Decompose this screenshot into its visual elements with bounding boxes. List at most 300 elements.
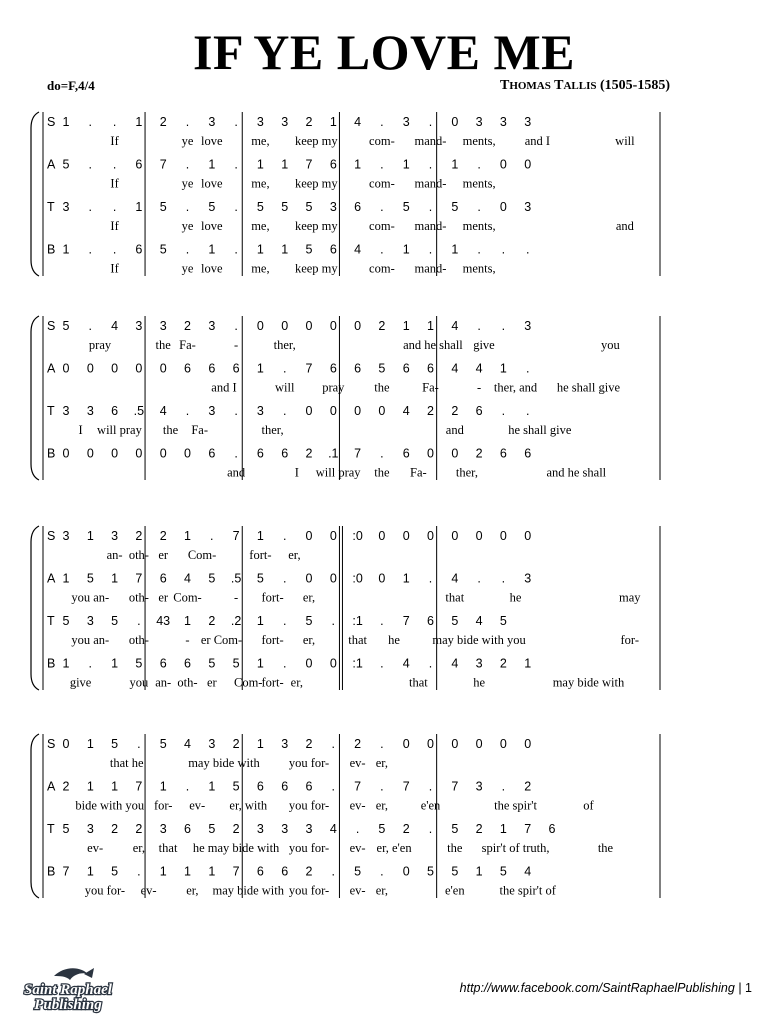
note: 7 <box>232 529 240 543</box>
note: 6 <box>184 361 191 376</box>
note: 0 <box>184 446 191 461</box>
note: 0 <box>451 529 459 543</box>
note: . <box>282 614 287 628</box>
note: 3 <box>524 115 532 129</box>
page-number: 1 <box>745 981 752 995</box>
lyric: and <box>445 423 464 437</box>
note: . <box>525 361 530 376</box>
lyric: ev- <box>349 756 366 770</box>
note: . <box>380 115 384 129</box>
note: . <box>477 157 481 172</box>
lyric: If <box>110 261 119 276</box>
lyric: you an- <box>71 590 110 605</box>
note: 2 <box>402 822 410 836</box>
lyric: er, <box>132 841 146 855</box>
note: 2 <box>524 779 532 794</box>
note: 1 <box>208 779 216 794</box>
note: 2 <box>62 779 70 794</box>
note: 3 <box>475 779 483 794</box>
lyric: oth- <box>128 548 149 562</box>
lyric: me, <box>251 134 270 148</box>
voice-label: S <box>47 737 56 751</box>
voice-label: T <box>47 822 55 836</box>
note: 0 <box>329 404 337 418</box>
lyric: the spir't of <box>499 883 556 898</box>
note: 0 <box>329 656 337 671</box>
lyric: If <box>110 176 119 191</box>
note: 1 <box>62 115 70 129</box>
note: . <box>428 115 433 129</box>
note: . <box>234 115 238 129</box>
note: . <box>477 242 481 257</box>
note: . <box>331 614 336 628</box>
note: . <box>428 200 433 214</box>
note: . <box>477 200 481 214</box>
lyric: love <box>201 176 223 191</box>
note: 3 <box>62 404 70 418</box>
lyric: er <box>158 548 169 562</box>
note: 4 <box>184 571 191 586</box>
note: 3 <box>256 404 264 418</box>
lyric: Com- <box>234 675 263 690</box>
note: . <box>282 361 287 376</box>
note: 2 <box>111 822 119 836</box>
note: 3 <box>256 115 264 129</box>
note: 2 <box>499 656 507 671</box>
lyric: may bide with <box>212 883 285 898</box>
note: . <box>355 822 360 836</box>
note: 4 <box>451 656 459 671</box>
note: . <box>380 779 384 794</box>
note: 0 <box>402 529 410 543</box>
note: 0 <box>305 404 313 418</box>
lyric: pray <box>322 380 345 395</box>
lyric: er, <box>288 548 301 562</box>
note: 4 <box>402 656 410 671</box>
lyric: ye <box>181 261 194 276</box>
note: 5 <box>159 737 167 751</box>
note: 2 <box>305 115 313 129</box>
lyric: Fa- <box>410 465 427 480</box>
lyric: ev- <box>140 883 157 898</box>
note: 1 <box>256 614 264 628</box>
note: 5 <box>232 779 240 794</box>
lyric: fort- <box>249 548 272 562</box>
note: . <box>137 614 141 628</box>
lyric: mand- <box>414 261 447 276</box>
note: 6 <box>256 446 264 461</box>
note: 3 <box>159 319 167 333</box>
lyric: Fa- <box>422 380 439 395</box>
note: 6 <box>208 361 216 376</box>
voice-label: A <box>47 157 56 172</box>
note: 3 <box>305 822 313 836</box>
note: . <box>112 115 117 129</box>
note: 3 <box>208 404 216 418</box>
note: 0 <box>305 529 313 543</box>
lyric: you <box>600 338 620 352</box>
lyric: er, <box>375 756 389 770</box>
note: 5 <box>451 822 459 836</box>
note: 6 <box>305 779 313 794</box>
note: 2 <box>475 446 483 461</box>
note: 6 <box>159 571 167 586</box>
lyric: love <box>201 219 223 233</box>
note: 0 <box>305 571 313 586</box>
note: 3 <box>208 737 216 751</box>
note: 5 <box>208 656 216 671</box>
note: 4 <box>184 737 191 751</box>
note: . <box>137 737 141 751</box>
note: 3 <box>281 822 289 836</box>
lyric: er, <box>302 590 316 605</box>
lyric: - <box>185 633 190 647</box>
note: :1 <box>352 656 363 671</box>
lyric: com- <box>369 219 395 233</box>
note: 2 <box>475 822 483 836</box>
note: . <box>428 571 433 586</box>
lyric: for- <box>153 798 173 813</box>
note: . <box>428 157 433 172</box>
score-title: IF YE LOVE ME <box>193 24 575 80</box>
note: 1 <box>62 242 70 257</box>
note: . <box>185 779 190 794</box>
note: 0 <box>378 571 386 586</box>
voice-label: S <box>47 319 56 333</box>
note: 0 <box>329 319 337 333</box>
note: 0 <box>378 404 386 418</box>
note: . <box>88 656 93 671</box>
note: 5 <box>354 864 362 879</box>
note: 4 <box>402 404 410 418</box>
note: . <box>234 157 238 172</box>
note: 1 <box>208 242 216 257</box>
note: 5 <box>305 242 313 257</box>
footer <box>460 981 752 995</box>
note: 0 <box>159 361 167 376</box>
note: 1 <box>402 319 410 333</box>
note: 2 <box>135 529 143 543</box>
note: 6 <box>159 656 167 671</box>
note: 0 <box>329 529 337 543</box>
note: 2 <box>184 319 191 333</box>
note: 5 <box>281 200 289 214</box>
composer-first-initial: T <box>499 78 510 93</box>
note: 6 <box>548 822 556 836</box>
lyric: mand- <box>414 219 447 233</box>
lyric: that he <box>109 756 144 770</box>
note: :0 <box>352 571 363 586</box>
note: 6 <box>499 446 507 461</box>
note: 2 <box>451 404 459 418</box>
note: 1 <box>111 779 119 794</box>
note: 0 <box>499 737 507 751</box>
lyric: ev- <box>87 841 104 855</box>
note: 1 <box>208 864 216 879</box>
note: 7 <box>354 446 362 461</box>
voice-label: B <box>47 656 56 671</box>
voice-label: T <box>47 614 55 628</box>
lyric: love <box>201 261 223 276</box>
note: 5 <box>208 571 216 586</box>
note: . <box>331 779 336 794</box>
note: 2 <box>232 737 240 751</box>
lyric: you for- <box>288 756 330 770</box>
note: . <box>234 200 238 214</box>
note: 3 <box>208 115 216 129</box>
note: . <box>380 200 384 214</box>
note: 6 <box>184 656 191 671</box>
lyric: keep my <box>294 219 338 233</box>
note: 1 <box>329 115 337 129</box>
note: 3 <box>86 404 94 418</box>
note: 4 <box>354 242 362 257</box>
note: . <box>428 242 433 257</box>
lyric: er Com- <box>200 633 243 647</box>
lyric: you <box>129 675 149 690</box>
note: 6 <box>256 779 264 794</box>
note: . <box>112 157 117 172</box>
composer-dates: (1505-1585) <box>596 78 670 93</box>
lyric: spir't of truth, <box>481 841 550 855</box>
note: 6 <box>524 446 532 461</box>
lyric: and <box>227 465 246 480</box>
lyric: e'en <box>420 798 441 813</box>
lyric: ther, <box>455 465 478 480</box>
note: 0 <box>135 361 143 376</box>
lyric: you for- <box>288 841 330 855</box>
lyric: keep my <box>294 134 338 148</box>
footer-link[interactable]: http://www.facebook.com/SaintRaphaelPublishing <box>459 981 735 995</box>
note: 0 <box>281 319 289 333</box>
note: 1 <box>451 157 459 172</box>
note: 5 <box>499 864 507 879</box>
lyric: bide with you <box>75 798 145 813</box>
note: 43 <box>156 614 171 628</box>
lyric: ev- <box>349 883 366 898</box>
lyric: Com- <box>187 548 217 562</box>
note: 1 <box>111 571 119 586</box>
note: 0 <box>354 319 362 333</box>
lyric: the <box>155 338 171 352</box>
logo-line-1: Saint Raphael <box>24 982 112 998</box>
lyric: and he shall <box>546 465 607 480</box>
note: . <box>185 242 190 257</box>
lyric: er <box>206 675 217 690</box>
system-brace <box>31 112 39 276</box>
note: . <box>380 656 384 671</box>
note: 2 <box>378 319 386 333</box>
note: 1 <box>256 529 264 543</box>
note: . <box>380 242 384 257</box>
note: 0 <box>475 529 483 543</box>
note: 5 <box>62 157 70 172</box>
note: . <box>428 656 433 671</box>
note: 2 <box>427 404 434 418</box>
lyric: keep my <box>294 261 338 276</box>
voice-label: S <box>47 115 56 129</box>
note: 0 <box>62 446 70 461</box>
lyric: for- <box>620 633 640 647</box>
note: 6 <box>111 404 119 418</box>
note: 7 <box>135 571 143 586</box>
lyric: com- <box>369 176 395 191</box>
lyric: ments, <box>462 176 496 191</box>
note: 0 <box>62 361 70 376</box>
note: . <box>477 319 481 333</box>
lyric: give <box>69 675 92 690</box>
lyric: mand- <box>414 176 447 191</box>
note: 5 <box>378 361 386 376</box>
lyric: ev- <box>189 798 206 813</box>
note: . <box>525 404 530 418</box>
note: 0 <box>111 446 119 461</box>
note: :0 <box>352 529 363 543</box>
lyric: ther, <box>261 423 284 437</box>
note: 3 <box>499 115 507 129</box>
note: 5 <box>499 614 507 628</box>
note: 2 <box>135 822 143 836</box>
note: 5 <box>159 242 167 257</box>
lyric: If <box>110 134 119 148</box>
note: 1 <box>159 779 167 794</box>
note: 1 <box>86 864 94 879</box>
note: 1 <box>86 737 94 751</box>
note: 0 <box>159 446 167 461</box>
note: 7 <box>402 614 410 628</box>
note: .2 <box>230 614 242 628</box>
lyric: that <box>348 633 367 647</box>
note: 3 <box>86 822 94 836</box>
note: 3 <box>281 115 289 129</box>
note: . <box>88 115 93 129</box>
lyric: you for- <box>288 883 330 898</box>
note: 5 <box>451 864 459 879</box>
lyric: e'en <box>444 883 465 898</box>
note: . <box>501 404 506 418</box>
note: . <box>88 319 93 333</box>
note: 6 <box>281 779 289 794</box>
note: 3 <box>329 200 337 214</box>
lyric: the <box>374 465 390 480</box>
lyric: pray <box>88 338 112 352</box>
lyric: - <box>477 380 482 395</box>
note: 6 <box>354 200 362 214</box>
note: 4 <box>524 864 532 879</box>
voice-label: B <box>47 864 56 879</box>
lyric: will pray <box>315 465 361 480</box>
note: 5 <box>111 614 119 628</box>
note: .5 <box>133 404 145 418</box>
lyric: mand- <box>414 134 447 148</box>
note: . <box>501 319 506 333</box>
note: 1 <box>256 157 264 172</box>
note: . <box>331 864 336 879</box>
note: 3 <box>62 200 70 214</box>
lyric: ye <box>181 176 194 191</box>
note: 4 <box>159 404 167 418</box>
lyric: me, <box>251 261 270 276</box>
note: 4 <box>354 115 362 129</box>
lyric: com- <box>369 134 395 148</box>
lyric: er, <box>375 798 389 813</box>
note: 0 <box>524 157 532 172</box>
note: 5 <box>305 200 313 214</box>
note: 4 <box>475 361 483 376</box>
note: . <box>88 242 93 257</box>
note: 7 <box>524 822 532 836</box>
note: 4 <box>451 571 459 586</box>
lyric: If <box>110 219 119 233</box>
note: 4 <box>111 319 119 333</box>
note: 0 <box>451 446 459 461</box>
note: 3 <box>256 822 264 836</box>
lyric: that <box>445 590 465 605</box>
note: 6 <box>475 404 483 418</box>
lyric: er, <box>186 883 199 898</box>
note: 0 <box>451 115 459 129</box>
lyric: fort- <box>261 590 284 605</box>
note: . <box>525 242 530 257</box>
note: 0 <box>305 319 313 333</box>
lyric: er <box>158 590 169 605</box>
note: . <box>380 614 384 628</box>
note: 6 <box>329 242 337 257</box>
note: 5 <box>305 614 313 628</box>
note: 6 <box>281 864 289 879</box>
note: . <box>380 864 384 879</box>
note: 7 <box>402 779 410 794</box>
lyric: I <box>294 465 299 480</box>
note: 0 <box>451 737 459 751</box>
note: 0 <box>475 737 483 751</box>
note: 5 <box>208 200 216 214</box>
note: . <box>282 529 287 543</box>
lyric: fort- <box>261 675 284 690</box>
note: 1 <box>281 242 289 257</box>
note: 2 <box>159 115 167 129</box>
lyric: er, e'en <box>376 841 412 855</box>
lyric: he shall give <box>508 423 572 437</box>
note: 5 <box>62 822 70 836</box>
note: 6 <box>354 361 362 376</box>
lyric: I <box>78 423 83 437</box>
lyric: will pray <box>97 423 142 437</box>
note: 1 <box>62 571 70 586</box>
note: 1 <box>402 242 410 257</box>
note: 1 <box>402 571 410 586</box>
lyric: will <box>615 134 635 148</box>
note: . <box>112 200 117 214</box>
note: . <box>282 404 287 418</box>
composer-first-rest: HOMAS <box>509 80 551 92</box>
note: 6 <box>184 822 191 836</box>
note: 1 <box>402 157 410 172</box>
lyric: me, <box>251 176 270 191</box>
voice-label: S <box>47 529 56 543</box>
note: . <box>501 779 506 794</box>
note: 0 <box>135 446 143 461</box>
system-brace <box>31 316 39 480</box>
note: . <box>234 446 238 461</box>
lyric: ye <box>181 219 194 233</box>
publisher-logo <box>14 962 122 1014</box>
note: 1 <box>427 319 434 333</box>
lyric: the <box>447 841 463 855</box>
note: 1 <box>524 656 532 671</box>
lyric: er, <box>375 883 389 898</box>
note: . <box>185 200 190 214</box>
